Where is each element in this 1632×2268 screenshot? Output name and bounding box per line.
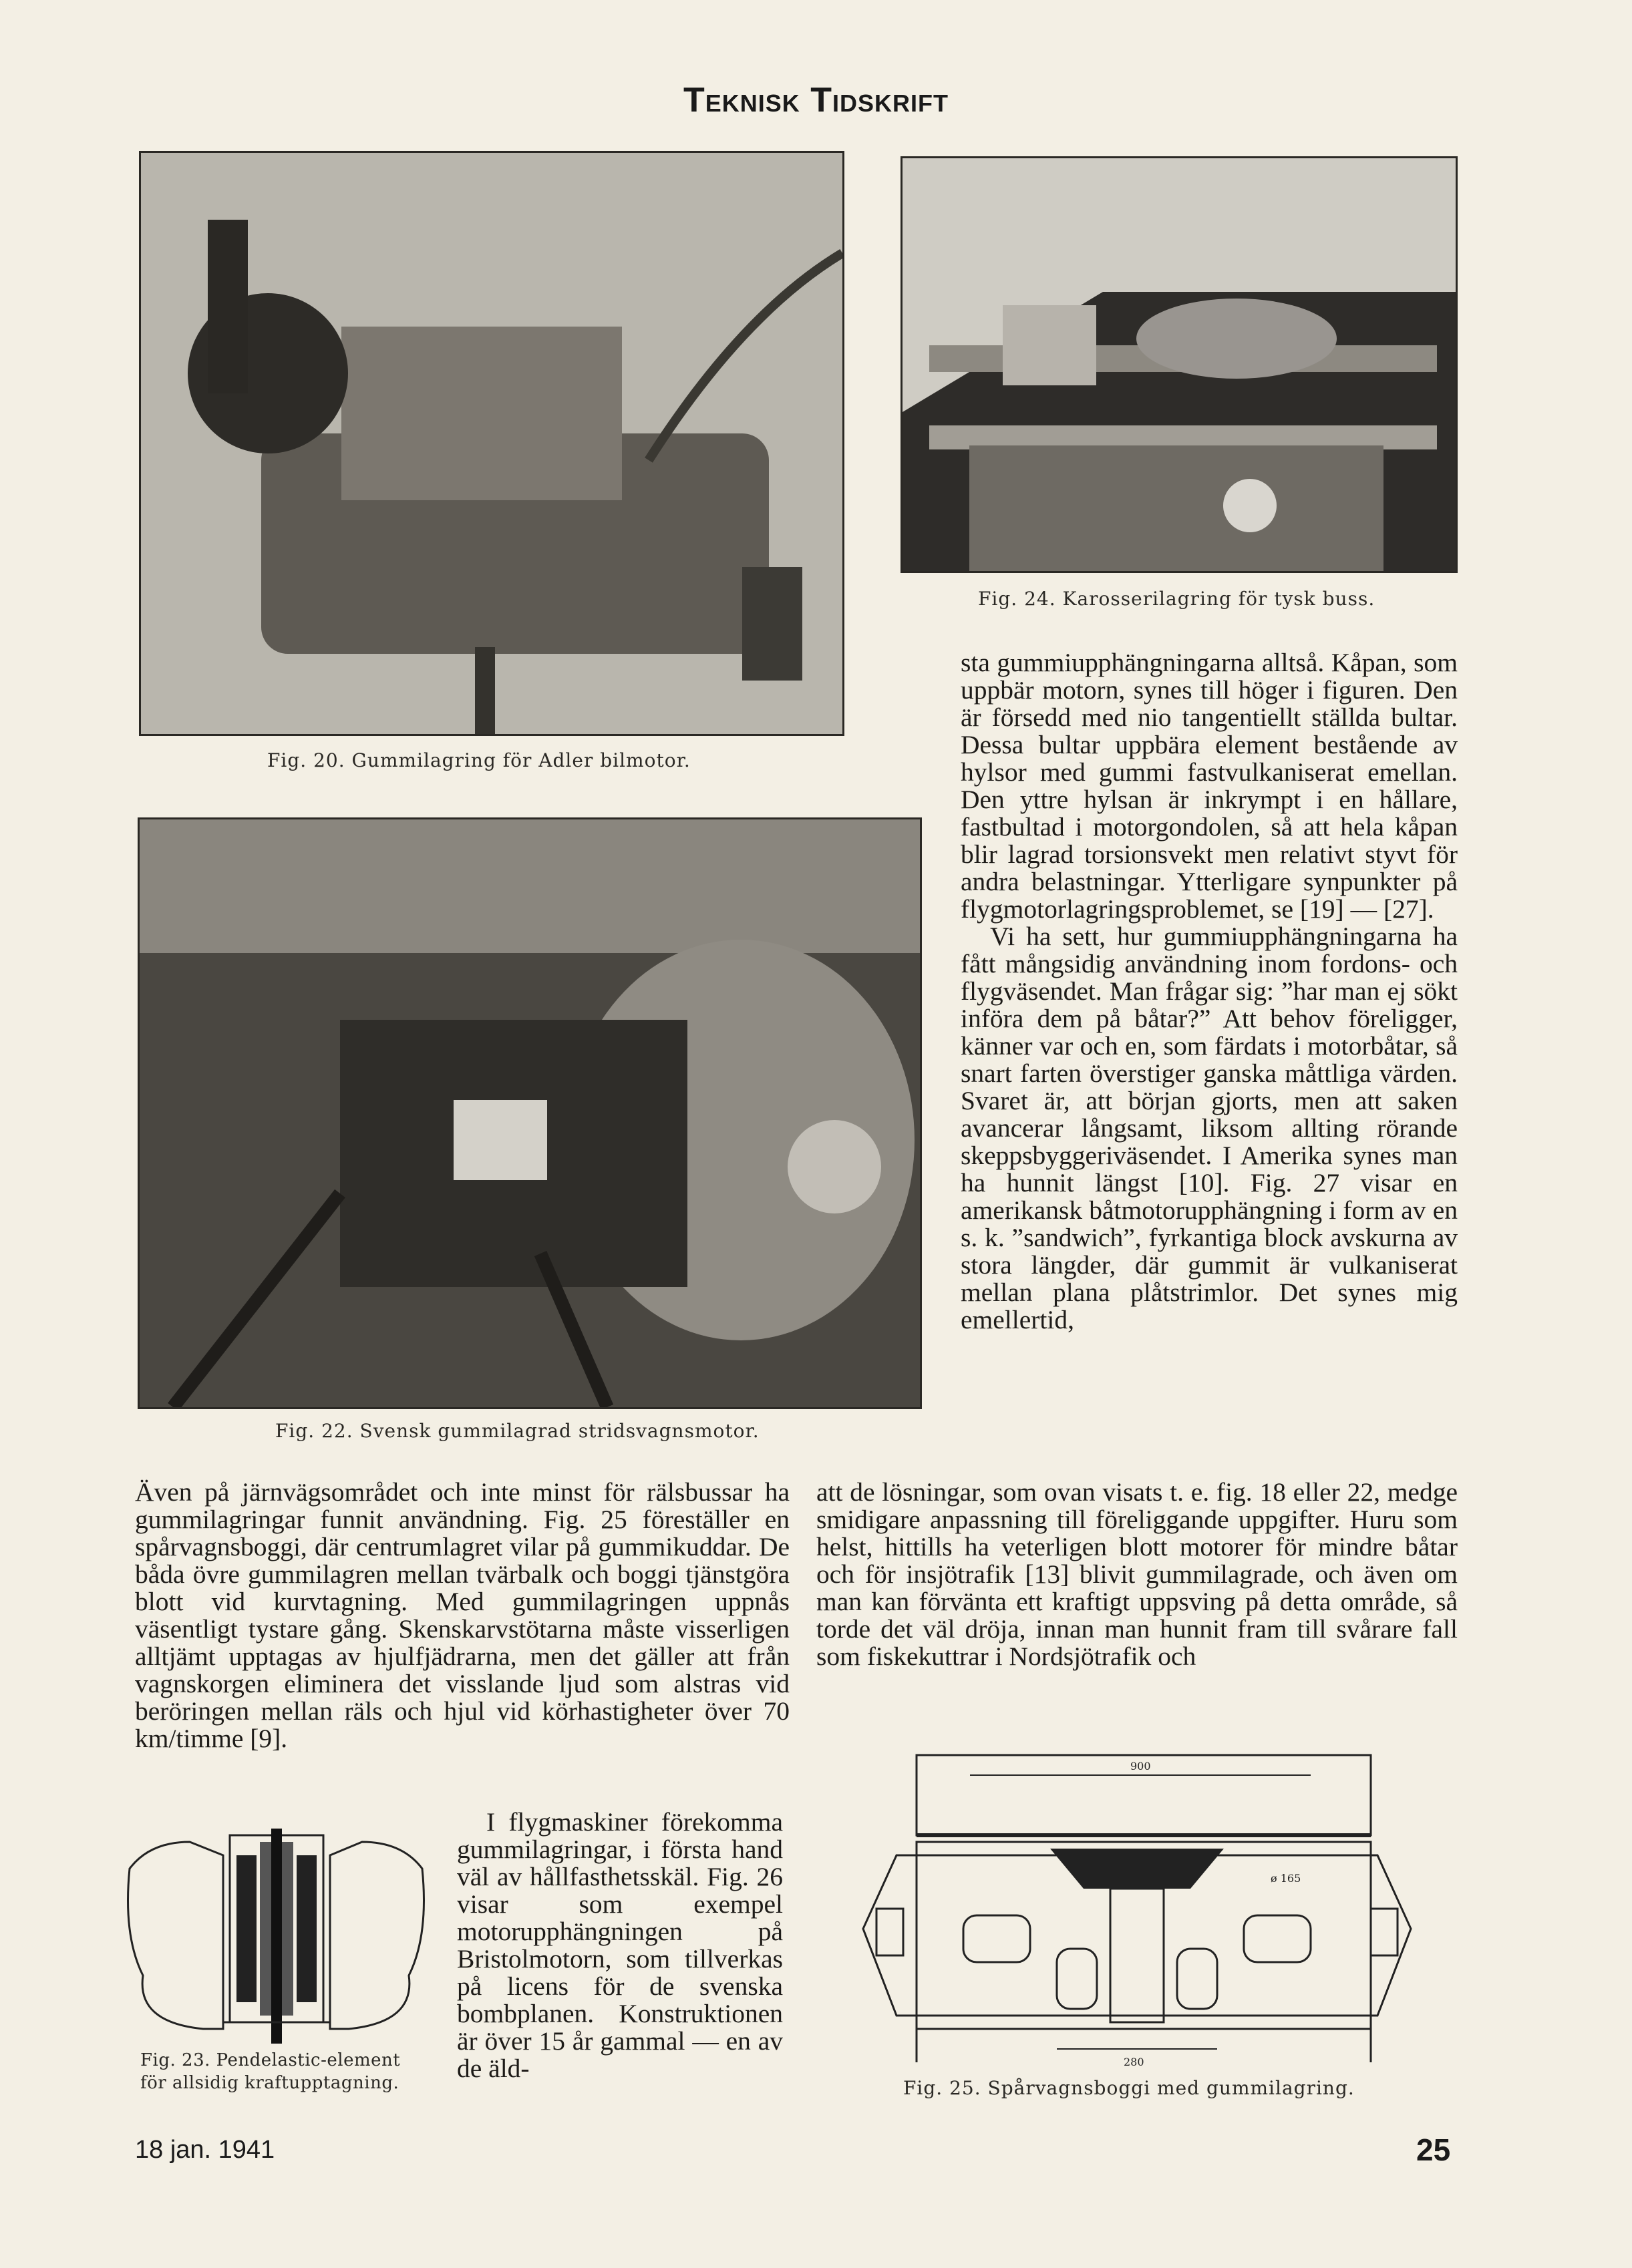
fig23-caption-line-1: Fig. 23. Pendelastic-element	[140, 2050, 401, 2070]
fig23-caption-line-2: för allsidig kraftupptagning.	[140, 2073, 399, 2093]
fig25-dim-280: 280	[1124, 2056, 1144, 2068]
fig25-drawing	[856, 1748, 1418, 2073]
masthead-title: Teknisk Tidskrift	[683, 81, 949, 120]
fig25-dim-900: 900	[1130, 1760, 1151, 1772]
right-paragraph-1: sta gummiupphängningarna alltså. Kåpan, som uppbär motorn, synes till höger i figuren. Den är försedd med nio tangentiellt ställda bultar. Dessa bultar uppbära element bestående av hylsor med gummi fastvulkaniserat emellan. Den yttre hylsan är inkrympt i en hållare, fastbultad i motorgondolen, så att hela kåpan blir lagrad torsionsvekt men relativt styvt för andra belastningar. Ytterligare synpunkter på flygmotorlagringsproblemet, se [19] — [27].	[961, 648, 1458, 924]
left-column-paragraph-1: Även på järnvägsområdet och inte minst för rälsbussar ha gummilagringar funnit användning. Fig. 25 föreställer en spårvagnsboggi, där centrumlagret vilar på gummikuddar. De båda övre gummilagren mellan tvärbalk och boggi tjänstgöra blott vid kurvtagning. Med gummilagringen uppnås väsentligt tystare gång. Skenskarvstötarna måste visserligen alltjämt upptagas av hjulfjädrarna, men det gäller att från vagnskorgen eliminera det visslande ljud som alstras vid beröringen mellan räls och hjul vid körhastigheter över 70 km/timme [9].	[135, 1477, 790, 1753]
fig20-caption: Fig. 20. Gummilagring för Adler bilmotor.	[267, 749, 691, 771]
right-paragraph-2: Vi ha sett, hur gummiupphängningarna ha fått mångsidig användning inom fordons- och flygväsendet. Man frågar sig: ”har man ej sökt införa dem på båtar?” Att behov föreligger, känner var och en, som färdats i motorbåtar, så snart farten överstiger ganska måttliga värden. Svaret är, att början gjorts, men att saken avancerar långsamt, liksom allting rörande skeppsbyggeriväsendet. I Amerika synes man ha hunnit längst [10]. Fig. 27 visar en amerikansk båtmotorupphängning i form av en s. k. ”sandwich”, fyrkantiga block avskurna av stora längder, där gummit är vulkaniserat mellan plana plåtstrimlor. Det synes mig emellertid,	[961, 922, 1458, 1334]
fig20-photo	[139, 151, 844, 736]
fig25-caption: Fig. 25. Spårvagnsboggi med gummilagring.	[903, 2077, 1355, 2099]
footer-date: 18 jan. 1941	[135, 2136, 275, 2164]
right-column	[961, 649, 1458, 1334]
fig22-caption: Fig. 22. Svensk gummilagrad stridsvagnsmotor.	[275, 1420, 760, 1442]
fig22-photo	[138, 817, 922, 1409]
fig24-photo	[901, 156, 1458, 573]
fig23-drawing	[123, 1829, 429, 2044]
bottom-right-text: att de lösningar, som ovan visats t. e. fig. 18 eller 22, medge smidigare anpassning till föreliggande uppgifter. Huru som helst, hittills ha veterligen blott motorer för mindre båtar och för insjötrafik [13] blivit gummilagrade, och även om man kan förvänta ett kraftigt uppsving på detta område, så torde det väl dröja, innan man hunnit fram till svårare fall som fiskekuttrar i Nordsjötrafik och	[816, 1477, 1458, 1671]
left-column-paragraph-2: I flygmaskiner förekomma gummilagringar, i första hand väl av hållfasthetsskäl. Fig. 26 visar som exempel motorupphängningen på Bristolmotorn, som tillverkas på licens för de svenska bombplanen. Konstruktionen är över 15 år gammal — en av de äld-	[457, 1807, 783, 2083]
page-number: 25	[1416, 2132, 1451, 2167]
fig25-dim-165: ø 165	[1271, 1872, 1301, 1885]
fig24-caption: Fig. 24. Karosserilagring för tysk buss.	[978, 588, 1375, 610]
